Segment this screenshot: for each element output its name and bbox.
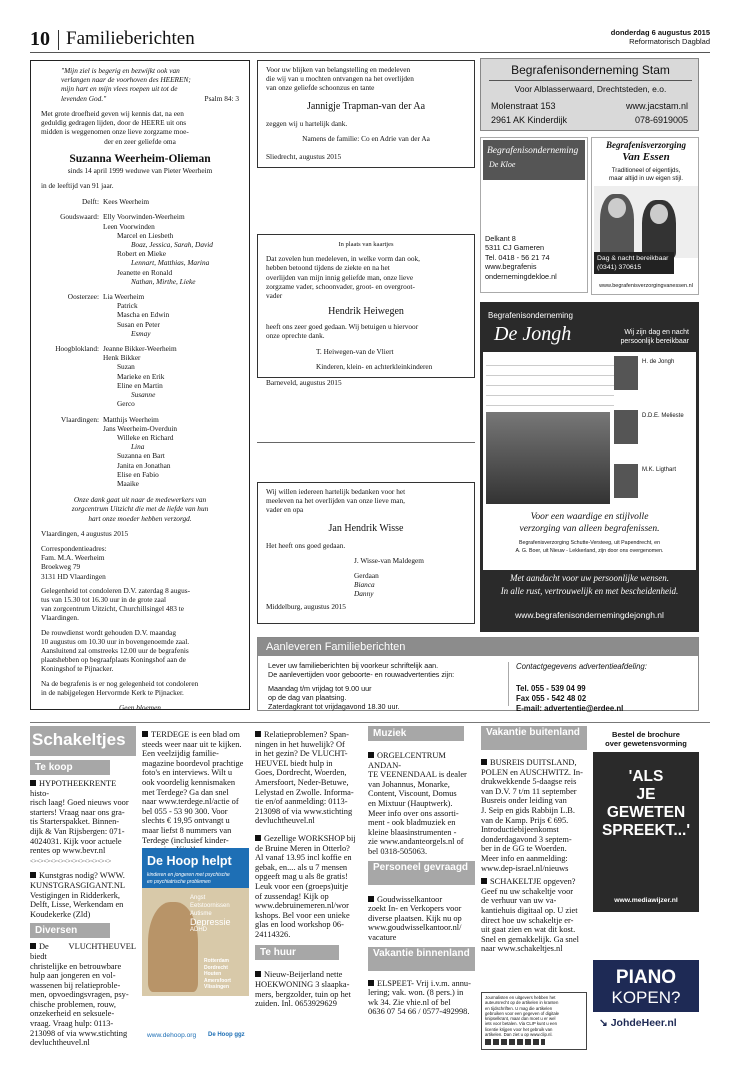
header-divider	[58, 30, 59, 50]
copyright-notice: Journalisten en uitgevers hebben het auteursrecht op de artikelen in kranten en tijdschriften. U mag die artikelen gebruiken voor een gegeven of digitale knipselkrant, maar dan moet u er wel iets voor betalen. Via CLIP kunt u een licentie krijgen voor het gebruik van artikelen. Dan ziet u op www.clip.nl.	[481, 992, 587, 1050]
family-row	[41, 470, 239, 479]
classified-ad: De VLUCHTHEUVEL biedt christelijke en betrouwbare hulp aan jongeren en vol- wassenen bij relatieproble- men, opvoedingsvragen, psy- chische problemen, rouw, onzekerheid en seksuele- vraag. Vraag hulp: 0113- 213098 of via www.stichting devluchtheuvel.nl	[30, 942, 136, 1048]
family-place	[41, 479, 103, 488]
phone-row	[486, 396, 614, 406]
ad-stam	[480, 58, 699, 131]
family-row	[41, 372, 239, 381]
family-row	[41, 301, 239, 310]
family-member: Jans Weerheim-Overduin	[103, 423, 178, 433]
dejongh-note: Begrafenisverzorging Schutte-Versteeg, uit Papendrecht, en A. G. Boer, uit Nieuw - Lekkerland, zijn door ons overgenomen.	[515, 540, 664, 554]
category-vakantie-buitenland: Vakantie buitenland	[481, 726, 587, 750]
name: Jannigje Trapman-van der Aa	[306, 100, 426, 112]
family-member: Jeanne Bikker-Weerheim	[103, 344, 177, 354]
family-member: Suzanna en Bart	[117, 451, 165, 461]
bullet-icon	[142, 731, 148, 737]
person-face-2	[650, 204, 668, 224]
bullet-icon	[368, 896, 374, 902]
cc-license-icon	[485, 1039, 545, 1045]
dejongh-slogan: Voor een waardige en stijlvolle verzorging van alleen begrafenissen.	[519, 512, 660, 534]
family-place	[41, 301, 103, 310]
dejongh-script: Met aandacht voor uw persoonlijke wensen. In alle rust, vertrouwelijk en met bescheidenheid.	[500, 573, 679, 596]
family-place	[41, 249, 103, 258]
phone-row	[486, 366, 614, 376]
deceased-name: Suzanna Weerheim-Olieman	[69, 152, 211, 165]
bullet-icon	[255, 971, 261, 977]
aanleveren-box	[257, 637, 699, 711]
phone-row	[486, 376, 614, 386]
schakeltjes-column-1	[30, 726, 136, 1056]
family-place	[41, 222, 103, 231]
family-row	[41, 320, 239, 329]
hoop-sub: kinderen en jongeren met psychische en psychiatrische problemen	[147, 872, 230, 885]
phone-place: Hardinxveld-Giessendam	[486, 357, 549, 363]
vanessen-bar: Dag & nacht bereikbaar (0341) 370615	[594, 252, 674, 274]
family-row	[41, 381, 239, 390]
family-place	[41, 399, 103, 408]
family-row	[41, 399, 239, 408]
family-row	[41, 461, 239, 470]
section-title: Familieberichten	[66, 28, 195, 49]
family-member: Robert en Mieke	[117, 249, 167, 259]
vanessen-photo	[594, 186, 698, 258]
family-place: Hoogblokland:	[55, 344, 99, 354]
intro: Met grote droefheid geven wij kennis dat, na een geduldig gedragen lijden, door de HEERE uit ons midden is weggenomen onze lieve zorgzame moe- der en zeer geliefde oma	[41, 109, 189, 146]
family-row	[41, 390, 239, 399]
person-photo-ligthart	[614, 464, 638, 498]
family-place	[41, 433, 103, 442]
family-place	[41, 231, 103, 240]
ad-brochure	[593, 726, 699, 912]
hoop-word: Depressie	[190, 918, 231, 926]
hoop-title: De Hoop helpt	[147, 854, 232, 868]
classified-ad: ORGELCENTRUM ANDAN- TE VEENENDAAL is dealer van Johannus, Monarke, Content, Viscount, Domus en Mixtuur (Hauptwerk). Meer info over ons assorti- ment - ook bladmuziek en kleine blaasinstrumenten - zie www.andanteorgels.nl of bel 0318-505063.	[368, 751, 467, 856]
family-row	[41, 479, 239, 488]
phone-number: 0184 - 683838	[577, 396, 614, 403]
family-place	[41, 451, 103, 460]
age-line: in de leeftijd van 91 jaar.	[41, 181, 114, 191]
verse-ref: Psalm 84: 3	[204, 93, 239, 103]
phone-place: Werkendam	[486, 376, 517, 383]
hoop-places	[204, 958, 231, 991]
piano-line-1: PIANO	[615, 967, 677, 988]
phone-number: 078 - 8200399	[577, 386, 614, 393]
name: Jan Hendrik Wisse	[328, 522, 404, 534]
family-place	[41, 258, 103, 267]
phone-row	[486, 356, 614, 366]
ads-te-koop	[30, 779, 136, 919]
aanleveren-left: Lever uw familieberichten bij voorkeur schriftelijk aan. De aanlevertijden voor geboorte- en rouwadvertenties zijn: Maandag t/m vrijdag tot 9.00 uur op de dag van plaatsing. Zaterdagkrant tot vrijdagavond 18.30 uur.	[268, 662, 455, 711]
family-row	[41, 197, 239, 206]
person-label-3: M.K. Ligthart	[642, 467, 677, 473]
bullet-icon	[30, 943, 36, 949]
name: Hendrik Heiwegen	[328, 306, 404, 318]
classified-ad: SCHAKELTJE opgeven? Geef nu uw schakeltje voor de verhuur van uw va- kantiehuis digitaal op. U ziet direct hoe uw schakeltje er- uit gaat zien en wat dit kost. Snel en gemakkelijk. Ga snel naar www.schakeltjes.nl	[481, 877, 579, 954]
brochure-quote: 'ALS JE GEWETEN SPREEKT...'	[601, 768, 691, 839]
hoop-place: Vlissingen	[204, 984, 230, 990]
family-place	[41, 362, 103, 371]
hoop-word: ADHD	[190, 927, 208, 933]
dejongh-phone-table	[486, 356, 614, 406]
family-row	[41, 442, 239, 451]
stam-website[interactable]: www.jacstam.nl	[625, 101, 688, 111]
body: heeft ons zeer goed gedaan. Wij betuigen u hiervoor onze oprechte dank.	[266, 322, 419, 341]
bullet-icon	[368, 752, 374, 758]
phone-place: Nieuw-Lekkerland	[486, 396, 531, 403]
family-row	[41, 292, 239, 301]
family-member: Matthijs Weerheim	[103, 414, 159, 424]
family-member: Henk Bikker	[103, 353, 141, 363]
family-row	[41, 310, 239, 319]
family-member: Susanne	[131, 390, 156, 400]
family-member: Elly Voorwinden-Weerheim	[103, 212, 185, 222]
family-member: Lennart, Matthias, Marina	[131, 258, 210, 268]
family-member: Willeke en Richard	[117, 432, 174, 442]
bullet-icon	[368, 980, 374, 986]
family-place	[41, 353, 103, 362]
bullet-icon	[481, 878, 487, 884]
ad-terdege	[142, 730, 249, 855]
family-list	[41, 197, 239, 488]
classified-ad: Nieuw-Beijerland nette HOEKWONING 3 slaapka- mers, bergzolder, tuin op het zuiden. Inl. 0653929629	[255, 970, 351, 1009]
family-row	[41, 240, 239, 249]
place-date: Sliedrecht, augustus 2015	[266, 152, 342, 162]
obituary-weerheim	[30, 60, 250, 710]
header-paper: Reformatorisch Dagblad	[629, 37, 710, 46]
family-member: Esmay	[131, 328, 151, 338]
thanks: Onze dank gaat uit naar de medewerkers van zorgcentrum Uitzicht die met de liefde van hun hart onze moeder hebben verzorgd.	[71, 495, 209, 523]
hoop-word: Eetstoornissen	[190, 903, 230, 909]
kloe-decoration	[483, 182, 585, 232]
ads-vakantie-binnenland	[368, 979, 475, 1017]
correspondence: Correspondentieadres: Fam. M.A. Weerheim Broekweg 79 3131 HD Vlaardingen	[41, 543, 107, 581]
family-member: Eline en Martin	[117, 380, 163, 390]
no-flowers: Geen bloemen	[119, 702, 161, 712]
bullet-icon	[255, 835, 261, 841]
body: Het heeft ons goed gedaan.	[266, 540, 346, 550]
person-label-1: H. de Jongh	[642, 359, 675, 365]
family-member: Marcel en Liesbeth	[117, 230, 174, 240]
family-row	[41, 415, 239, 424]
ads-te-huur	[255, 970, 362, 1008]
family-row	[41, 433, 239, 442]
phone-number: 0183 - 701017	[577, 376, 614, 383]
kloe-logo-text-2: De Kloe	[489, 160, 516, 169]
hoop-word: Autisme	[190, 911, 212, 917]
family-member: Mascha en Edwin	[117, 310, 170, 320]
thanks-wisse: Wij willen iedereen hartelijk bedanken voor het meeleven na het overlijden van onze lieve man, vader en opa Jan Hendrik Wisse Het heeft ons goed gedaan. J. Wisse-van Maldegem Gerdaan Bianca Danny Middelburg, augustus 2015	[257, 482, 475, 624]
vanessen-title-2: Van Essen	[622, 151, 670, 163]
schakeltjes-title: Schakeltjes	[30, 726, 136, 756]
family-place	[41, 240, 103, 249]
family-place	[41, 442, 103, 451]
after-info: Na de begrafenis is er nog gelegenheid tot condoleren in de nabijgelegen Hervormde Kerk te Pijnacker.	[41, 678, 199, 697]
category-personeel: Personeel gevraagd	[368, 861, 475, 885]
dejongh-top: Begrafenisonderneming	[488, 311, 573, 320]
stam-phone: 078-6919005	[634, 115, 688, 125]
category-diversen: Diversen	[30, 923, 110, 938]
signature-1: T. Heiwegen-van de Vliert	[316, 346, 394, 356]
hoop-logo: De Hoop ggz	[208, 1032, 245, 1038]
hoop-word: Angst	[190, 895, 206, 901]
category-te-koop: Te koop	[30, 760, 110, 775]
phone-place: Papendrecht	[486, 386, 518, 393]
ads-diversen	[30, 942, 136, 1048]
classified-ad: BUSREIS DUITSLAND, POLEN en AUSCHWITZ. In- drukwekkende 5-daagse reis van D.V. 7 t/m 11 september Busreis onder leiding van J. Seip en gids Rabbijn L.B. van de Kamp. Prijs € 695. Introductiebijeenkomst donderdagavond 3 septem- ber in de GG te Woerden. Meer info en aanmelding: www.dep-israel.nl/nieuws	[481, 758, 583, 873]
phone-number: 0184 - 611154	[578, 357, 614, 363]
stam-rule	[489, 80, 692, 81]
dejongh-website[interactable]: www.begrafenisondernemingdejongh.nl	[515, 610, 664, 620]
classified-ad: TERDEGE is een blad om steeds weer naar uit te kijken. Een veelzijdig familie- magazine boordevol prachtige foto's en interviews. Wilt u ook voordelig kennismaken met Terdege? Ga dan snel naar www.terdege.nl/actie of bel 055 - 53 90 300. Voor slechts € 19,95 ontvangt u maar liefst 8 nummers van Terdege (inclusief kinder-	[142, 730, 244, 845]
hoop-place: Dordrecht	[204, 964, 228, 971]
family-row	[41, 249, 239, 258]
vanessen-sub: Traditioneel of eigentijds, maar altijd in uw eigen stijl.	[609, 167, 683, 182]
person-photo-melieste	[614, 410, 638, 444]
place-date: Vlaardingen, 4 augustus 2015	[41, 528, 129, 538]
family-group	[41, 292, 239, 338]
dejongh-tag: Wij zijn dag en nacht persoonlijk bereikbaar	[620, 329, 689, 345]
family-member: Elise en Fabio	[117, 469, 159, 479]
family-row	[41, 222, 239, 231]
family-member: Leen Voorwinden	[103, 221, 155, 231]
contact-lines: Tel. 055 - 539 04 99 Fax 055 - 542 48 02 E-mail: advertentie@erdee.nl	[516, 684, 624, 713]
classified-ad: ELSPEET- Vrij i.v.m. annu- lering; vak. won. (8 pers.) in wk 34. Zie vhie.nl of bel 0636 07 54 66 / 0577-492998.	[368, 978, 471, 1017]
family-group	[41, 212, 239, 286]
family-member: Patrick	[117, 301, 138, 311]
family-row	[41, 258, 239, 267]
kloe-logo-text-1: Begrafenisonderneming	[487, 146, 579, 156]
family-row	[41, 353, 239, 362]
family-group	[41, 197, 239, 206]
arrow-icon: ↘	[599, 1017, 611, 1029]
thanks-line: zeggen wij u hartelijk dank.	[266, 118, 348, 128]
family-member: Suzan	[117, 362, 135, 372]
category-muziek: Muziek	[368, 726, 464, 741]
contact-title: Contactgegevens advertentieafdeling:	[516, 662, 647, 671]
family-member: Susan en Peter	[117, 319, 160, 329]
classified-ad: Gezellige WORKSHOP bij de Bruine Meren in Otterlo? Al vanaf 13.95 incl koffie en gebak, en.... als u 7 mensen opgeeft mag u als 8e gratis! Leuk voor een (groeps)uitje of zussendag! Kijk op www.debruinemeren.nl/wor kshops. Bel voor een unieke glas en lood workshop 06- 24114326.	[255, 833, 356, 939]
family-group	[41, 415, 239, 489]
classified-ad: Relatieproblemen? Span- ningen in het huwelijk? Of in het gezin? De VLUCHT- HEUVEL biedt hulp in Goes, Dordrecht, Woerden, Amersfoort, Neder-Betuwe, Lelystad en Zwolle. Informa- tie en/of aanmelding: 0113- 213098 of via www.stichting devluchtheuvel.nl	[255, 730, 354, 826]
family-member: Lina	[131, 442, 145, 452]
family-member: Lia Weerheim	[103, 292, 145, 302]
family-line: Namens de familie: Co en Adrie van der Aa	[302, 133, 430, 143]
family-place	[41, 268, 103, 277]
hoop-website[interactable]: www.dehoop.org	[147, 1032, 197, 1039]
hoop-place: Rotterdam	[204, 958, 230, 964]
family-place: Goudswaard:	[60, 212, 99, 222]
verse: "Mijn ziel is begerig en bezwijkt ook van verlangen naar de voorhoven des HEEREN; mijn hart en mijn vlees roepen uit tot de levenden God."	[61, 66, 191, 103]
intro: Dat zovelen hun medeleven, in welke vorm dan ook, hebben betoond tijdens de ziekte en na het overlijden van mijn innig geliefde man, onze lieve zorgzame vader, schoonvader, groot- en overgroot- vader	[266, 254, 420, 301]
service-info: De rouwdienst wordt gehouden D.V. maandag 10 augustus om 10.30 uur in bovengenoemde zaal. Aansluitend zal omstreeks 12.00 uur de begrafenis plaatshebben op begraafplaats Koningshof aan de Koningshof te Pijnacker.	[41, 627, 190, 674]
piano-footer[interactable]: ↘ JohdeHeer.nl	[593, 1012, 699, 1034]
bullet-icon	[255, 731, 261, 737]
ad-dekloe	[480, 137, 588, 293]
header-date: donderdag 6 augustus 2015	[610, 28, 710, 37]
schakeltjes-column-5	[481, 726, 587, 1056]
classified-ad: Kunstgras nodig? WWW. KUNSTGRASGIGANT.NL Vestigingen in Ridderkerk, Delft, Lisse, Werkendam en Koudekerke (Zld)	[30, 871, 125, 919]
ads-personeel	[368, 895, 475, 943]
widow-line: sinds 14 april 1999 weduwe van Pieter Weerheim	[67, 165, 213, 175]
person-face-1	[608, 198, 626, 218]
family-member: Kees Weerheim	[103, 197, 150, 207]
family-place	[41, 277, 103, 286]
family-member: Maaike	[117, 478, 139, 488]
stam-title: Begrafenisonderneming Stam	[511, 63, 670, 77]
family-member: Nathan, Mirthe, Lieke	[131, 276, 196, 286]
family-place	[41, 329, 103, 338]
kloe-address: Delkant 8 5311 CJ Gameren Tel. 0418 - 56 21 74 www.begrafenis ondernemingdekloe.nl	[485, 234, 557, 281]
family-row	[41, 268, 239, 277]
schakeltjes-rule	[30, 722, 710, 723]
category-vakantie-binnenland: Vakantie binnenland	[368, 947, 475, 971]
family-member: Boaz, Jessica, Sarah, David	[131, 240, 213, 250]
classified-ad: HYPOTHEEKRENTE histo- risch laag! Goed nieuws voor starters! Vraag naar ons gra- tis Starterspakket. Binnen- dijk & Van Rijsbergen: 071- 4024031. Kijk voor actuele rentes op www.bevr.nl <><><><><><><><><><><><>	[30, 779, 129, 865]
header-rule	[30, 52, 710, 53]
signature: J. Wisse-van Maldegem	[354, 555, 424, 565]
schakeltjes-column-3	[255, 730, 362, 1055]
page-number: 10	[30, 28, 50, 50]
family-row	[41, 329, 239, 338]
schakeltjes-column-4	[368, 726, 475, 1056]
place-date: Middelburg, augustus 2015	[266, 601, 346, 611]
vanessen-title-1: Begrafenisverzorging	[605, 140, 686, 150]
family-row	[41, 277, 239, 286]
classified-ad: Goudwisselkantoor zoekt In- en Verkopers voor diverse plaatsen. Kijk nu op www.goudwisselkantoor.nl/ vacature	[368, 894, 462, 942]
family-row	[41, 424, 239, 433]
brochure-top: Bestel de brochure over gewetensvorming	[593, 726, 699, 752]
family-place	[41, 310, 103, 319]
family-row	[41, 344, 239, 353]
family-place	[41, 372, 103, 381]
phone-place: Waardenburg	[486, 366, 520, 373]
aanleveren-divider	[508, 662, 509, 706]
hoop-place: Amersfoort	[204, 977, 231, 984]
aanleveren-title: Aanleveren Familieberichten	[258, 638, 698, 656]
family-row	[41, 451, 239, 460]
brochure-website[interactable]: www.mediawijzer.nl	[614, 897, 678, 904]
column-separator	[257, 442, 475, 443]
hoop-words	[190, 894, 231, 934]
hoop-place: Houten	[204, 971, 222, 977]
family-member: Marieke en Erik	[117, 371, 165, 381]
dejongh-cemetery-photo	[486, 412, 610, 504]
ads-vakantie-buitenland	[481, 758, 587, 954]
ads-col3	[255, 730, 362, 939]
family-row	[41, 212, 239, 221]
children: Gerdaan Bianca Danny	[354, 571, 379, 599]
piano-line-2: KOPEN?	[611, 988, 681, 1007]
page-header	[30, 28, 710, 52]
family-place	[41, 470, 103, 479]
family-member: Janita en Jonathan	[117, 460, 171, 470]
family-place	[41, 320, 103, 329]
family-place	[41, 461, 103, 470]
person-label-2: D.D.E. Melieste	[642, 413, 684, 419]
family-place	[41, 381, 103, 390]
vanessen-website[interactable]: www.begrafenisverzorgingvanessen.nl	[599, 283, 693, 289]
bullet-icon	[30, 872, 36, 878]
ads-muziek	[368, 751, 475, 857]
bullet-icon	[30, 780, 36, 786]
bullet-icon	[481, 759, 487, 765]
family-group	[41, 344, 239, 408]
thanks-heiwegen	[257, 234, 475, 388]
family-place	[41, 390, 103, 399]
family-place	[41, 424, 103, 433]
condolence-info: Gelegenheid tot condoleren D.V. zaterdag 8 augus- tus van 15.30 tot 16.30 uur in de grote zaal van zorgcentrum Uitzicht, Churchillsingel 483 te Vlaardingen.	[41, 585, 190, 623]
family-row	[41, 231, 239, 240]
stam-address-1: Molenstraat 153	[491, 101, 556, 111]
phone-row	[486, 386, 614, 396]
stam-subtitle: Voor Alblasserwaard, Drechtsteden, e.o.	[514, 84, 667, 94]
signature-2: Kinderen, klein- en achterkleinkinderen	[316, 361, 433, 371]
category-te-huur: Te huur	[255, 945, 339, 960]
dejongh-name: De Jongh	[494, 323, 572, 345]
family-place: Delft:	[81, 197, 99, 207]
thanks-trapman: Voor uw blijken van belangstelling en medeleven die wij van u mochten ontvangen na het overlijden van onze geliefde schoonzus en tante Jannigje Trapman-van der Aa zeggen wij u hartelijk dank. Namens de familie: Co en Adrie van der Aa Sliedrecht, augustus 2015	[257, 60, 475, 168]
family-member: Gerco	[117, 399, 135, 409]
ad-piano	[593, 960, 699, 1034]
family-place: Vlaardingen:	[60, 414, 99, 424]
family-place: Oosterzee:	[67, 292, 99, 302]
place-date: Barneveld, augustus 2015	[266, 378, 342, 388]
family-row	[41, 362, 239, 371]
person-photo-dejongh	[614, 356, 638, 390]
family-member: Jeanette en Ronald	[117, 267, 173, 277]
stam-address-2: 2961 AK Kinderdijk	[491, 115, 568, 125]
ad-dejongh	[480, 302, 699, 632]
ad-dehoop	[142, 848, 249, 1045]
ad-vanessen	[591, 137, 699, 295]
phone-number: 0418 - 652039	[577, 366, 614, 373]
pre-line: In plaats van kaartjes	[338, 241, 394, 248]
schakeltjes-column-2	[142, 730, 249, 1055]
